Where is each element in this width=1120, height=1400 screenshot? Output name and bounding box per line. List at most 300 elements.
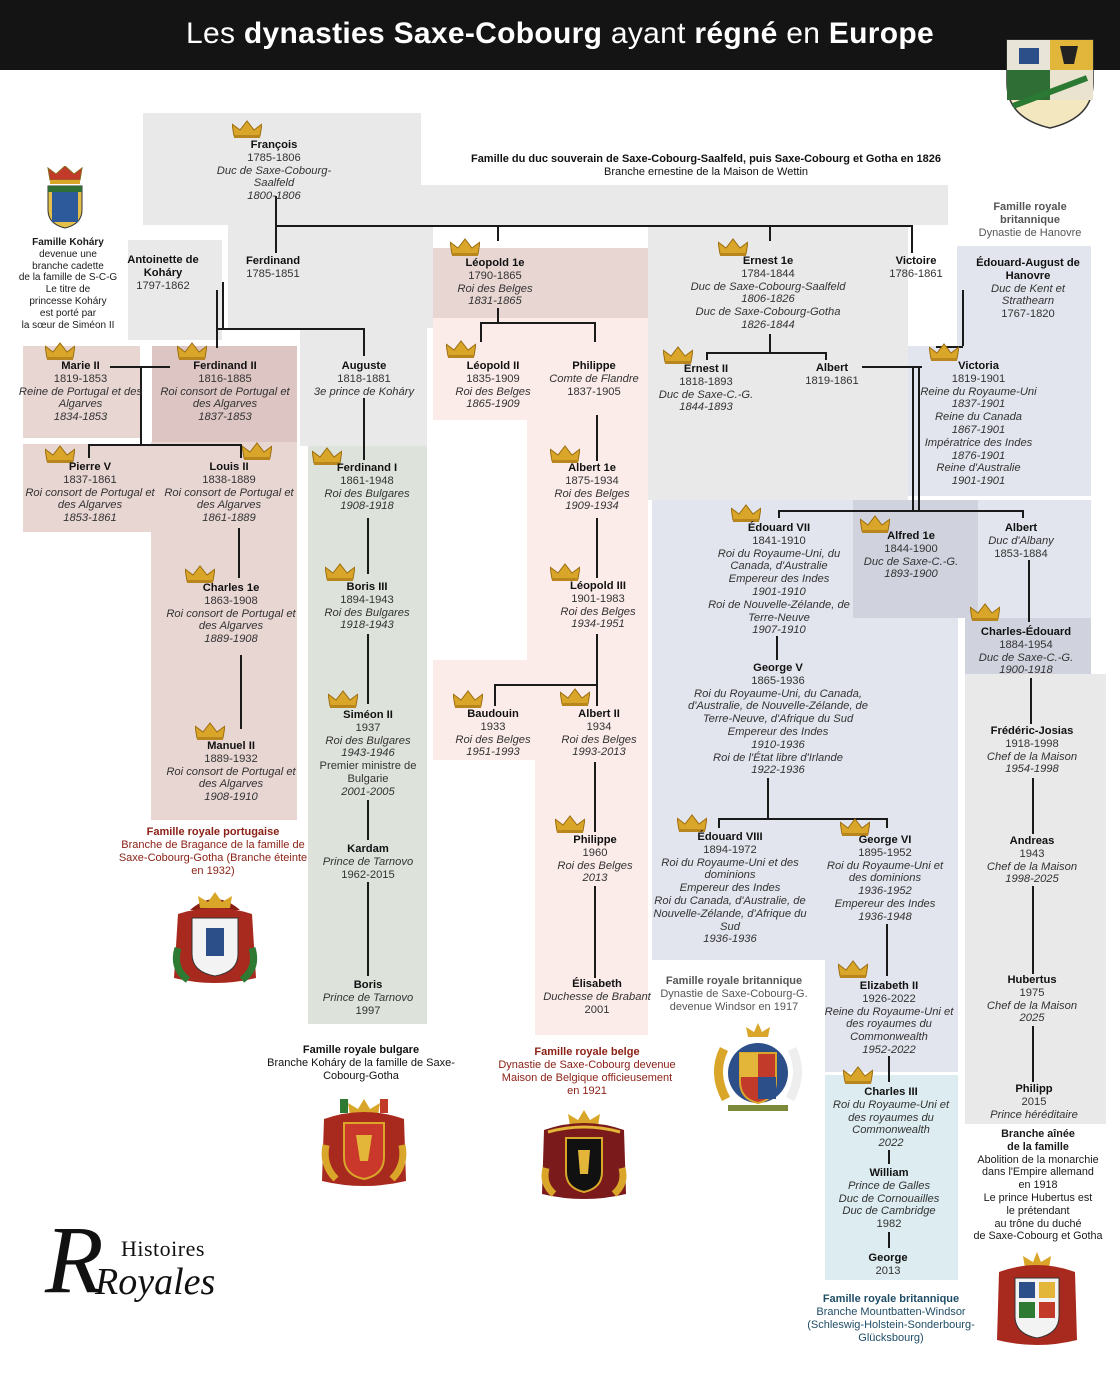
- person-philipp[interactable]: [974, 1083, 1094, 1121]
- tree-line: [240, 655, 242, 729]
- person-reign: 1922-1936: [751, 764, 805, 777]
- title-bar: [0, 0, 1120, 70]
- person-title: Roi des Belges: [561, 733, 637, 746]
- crown-icon: [560, 688, 590, 706]
- tree-line: [769, 334, 771, 352]
- person-reign: 1936-1952: [858, 885, 912, 898]
- person-dates: 1894-1943: [340, 593, 394, 606]
- crown-icon: [242, 442, 272, 460]
- person-kardam[interactable]: [312, 843, 424, 881]
- person-name: Auguste: [341, 360, 387, 372]
- tree-line: [594, 762, 596, 832]
- person-edouard8[interactable]: [650, 831, 810, 946]
- person-reign: 1918-1943: [340, 619, 394, 632]
- person-name: Andreas: [1009, 835, 1055, 847]
- family-header: [432, 153, 980, 179]
- person-reign: 1910-1936: [751, 738, 805, 751]
- person-victoire[interactable]: [866, 255, 966, 281]
- tree-line: [888, 1056, 890, 1082]
- person-title: Reine du Royaume-Uni: [920, 385, 1037, 398]
- person-dates: 1943: [1019, 847, 1045, 860]
- person-title: Roi consort de Portugal et des Algarves: [25, 486, 155, 512]
- tree-line: [886, 818, 888, 828]
- crown-icon: [450, 238, 480, 256]
- person-name: Antoinette de Koháry: [127, 254, 199, 279]
- person-title: Duc de Saxe-Cobourg-Saalfeld: [216, 164, 332, 190]
- crown-icon: [555, 815, 585, 833]
- person-title: Roi du Royaume-Uni, du Canada, d'Australie, de Nouvelle-Zélande, de Terre-Neuve, d'Afrique du Sud: [688, 687, 868, 726]
- person-title: Duc de Saxe-C.-G.: [863, 555, 959, 568]
- person-dates: 1933: [480, 720, 506, 733]
- person-title: Roi du Royaume-Uni et des royaumes du Commonwealth: [832, 1098, 950, 1137]
- person-dates: 1853-1884: [994, 547, 1048, 560]
- saxe-cobourg-gotha-coat-of-arms-icon: [995, 1250, 1079, 1350]
- person-andreas[interactable]: [972, 835, 1092, 886]
- person-name: Manuel II: [207, 740, 255, 752]
- title-part: ayant: [602, 17, 695, 50]
- person-name: Albert: [1004, 522, 1038, 534]
- person-title: Roi consort de Portugal et des Algarves: [166, 765, 296, 791]
- person-title: Roi consort de Portugal et des Algarves: [166, 607, 296, 633]
- tree-line: [911, 225, 913, 253]
- person-dates: 1884-1954: [999, 638, 1053, 651]
- person-reign: 1893-1900: [884, 568, 938, 581]
- person-edouard7[interactable]: [700, 522, 858, 637]
- person-reign: 1844-1893: [679, 401, 733, 414]
- title-part: dynasties Saxe-Cobourg: [243, 17, 603, 50]
- caption-sub: Branche de Bragance de la famille de Saxe-Cobourg-Gotha (Branche éteinte en 1932): [118, 839, 308, 877]
- person-name: George VI: [858, 834, 912, 846]
- person-reign: 1952-2022: [862, 1043, 916, 1056]
- person-dates: 1784-1844: [741, 267, 795, 280]
- person-boris3[interactable]: [309, 581, 425, 632]
- person-ferdinand1-bulgarie[interactable]: [307, 462, 427, 513]
- person-louis1[interactable]: [159, 461, 299, 525]
- person-title: Duc de Saxe-Cobourg-Saalfeld: [690, 280, 846, 293]
- person-reign: 1943-1946: [341, 747, 395, 760]
- person-reign: 2001-2005: [341, 785, 395, 798]
- tree-line: [594, 886, 596, 978]
- person-title: Duc de Saxe-C.-G.: [658, 388, 754, 401]
- person-name: Louis II: [209, 461, 249, 473]
- person-boris-tarnovo[interactable]: [312, 979, 424, 1017]
- tree-line: [275, 225, 912, 227]
- tree-line: [88, 444, 90, 458]
- person-reign: 1901-1910: [752, 585, 806, 598]
- person-george5[interactable]: [680, 662, 876, 777]
- person-title: Roi consort de Portugal et des Algarves: [164, 486, 294, 512]
- person-dates: 1863-1908: [204, 594, 258, 607]
- person-title: Roi des Bulgares: [324, 487, 410, 500]
- person-dates: 1937: [355, 721, 381, 734]
- person-title: Chef de la Maison: [986, 750, 1078, 763]
- person-frederic-josias[interactable]: [972, 725, 1092, 776]
- person-name: Ferdinand I: [336, 462, 398, 474]
- person-title: Duc d'Albany: [988, 534, 1054, 547]
- person-title: Roi de Nouvelle-Zélande, de Terre-Neuve: [708, 598, 850, 624]
- kohary-crest-icon: [42, 166, 88, 230]
- person-baudouin[interactable]: [440, 708, 546, 759]
- person-ferdinand[interactable]: [198, 255, 348, 281]
- kohary-note-line: Le titre de: [45, 284, 91, 296]
- person-title: Roi du Canada, d'Australie, de Nouvelle-Zélande, d'Afrique du Sud: [653, 894, 807, 933]
- person-name: Ferdinand II: [193, 360, 257, 372]
- person-title: Empereur des Indes: [728, 573, 830, 586]
- person-dates: 1816-1885: [198, 372, 252, 385]
- crown-icon: [45, 342, 75, 360]
- person-dates: 1960: [582, 846, 608, 859]
- crown-icon: [718, 238, 748, 256]
- caption-title: Famille royale belge: [534, 1046, 640, 1058]
- person-reign: 1831-1865: [468, 295, 522, 308]
- tree-line: [1032, 778, 1034, 834]
- person-auguste[interactable]: [304, 360, 424, 398]
- tree-line: [367, 882, 369, 976]
- person-reign: 1936-1936: [703, 933, 757, 946]
- person-reign: 1876-1901: [951, 449, 1006, 462]
- tree-line: [596, 415, 598, 461]
- tree-line: [594, 322, 596, 342]
- saxe-cobourg-zone: [421, 185, 948, 225]
- person-dates: 1818-1893: [679, 375, 733, 388]
- family-header-line2: Branche ernestine de la Maison de Wettin: [603, 166, 809, 178]
- person-reign: 1867-1901: [951, 423, 1006, 436]
- person-title: Chef de la Maison: [986, 860, 1078, 873]
- person-ernest2[interactable]: [646, 363, 766, 414]
- person-albert-albany[interactable]: [971, 522, 1071, 560]
- ainee-line: de la famille: [1007, 1140, 1069, 1153]
- person-name: Marie II: [61, 360, 100, 372]
- person-george6[interactable]: [820, 834, 950, 924]
- person-hubertus[interactable]: [972, 974, 1092, 1025]
- kohary-note-line: la sœur de Siméon II: [21, 319, 115, 331]
- tree-line: [596, 518, 598, 578]
- person-title: Duc de Cornouailles: [838, 1192, 940, 1205]
- person-dates: 1818-1881: [337, 372, 391, 385]
- tree-line: [888, 1150, 890, 1164]
- person-dates: 1790-1865: [468, 269, 522, 282]
- person-name: Léopold III: [570, 580, 626, 592]
- person-reign: 1998-2025: [1005, 873, 1059, 886]
- person-dates: 1982: [876, 1218, 902, 1231]
- person-title: Chef de la Maison: [986, 999, 1078, 1012]
- person-name: Édouard VIII: [697, 831, 763, 843]
- person-dates: 1819-1901: [951, 372, 1006, 385]
- person-title: Premier ministre de Bulgarie: [319, 760, 417, 785]
- person-title: Duc de Saxe-C.-G.: [978, 651, 1074, 664]
- person-title: Duc de Saxe-Cobourg-Gotha: [695, 306, 841, 319]
- kohary-note-line: branche cadette: [32, 260, 104, 272]
- person-dates: 1767-1820: [1001, 308, 1055, 321]
- crown-icon: [731, 504, 761, 522]
- ainee-line: de Saxe-Cobourg et Gotha: [973, 1230, 1103, 1243]
- person-title: Roi des Belges: [554, 487, 630, 500]
- person-name: George V: [753, 662, 803, 674]
- tree-line: [886, 924, 888, 976]
- crown-icon: [232, 120, 262, 138]
- tree-line: [363, 328, 365, 356]
- person-ferdinand2[interactable]: [155, 360, 295, 424]
- person-name: Philippe: [572, 360, 616, 372]
- caption-mountbatten: [796, 1293, 986, 1345]
- person-dates: 1895-1952: [858, 846, 912, 859]
- logo-line1: Histoires: [121, 1236, 205, 1261]
- person-dates: 1838-1889: [202, 473, 256, 486]
- person-dates: 1918-1998: [1005, 737, 1059, 750]
- person-reign: 1826-1844: [741, 318, 795, 331]
- crown-icon: [970, 603, 1000, 621]
- person-name: Charles III: [864, 1086, 918, 1098]
- person-title: Reine d'Australie: [936, 462, 1021, 475]
- saxe-cobourg-shield-icon: [1005, 38, 1095, 130]
- person-title: Empereur des Indes: [679, 882, 781, 895]
- ainee-line: en 1918: [1018, 1179, 1058, 1192]
- tree-line: [596, 684, 598, 706]
- crown-icon: [550, 445, 580, 463]
- person-pierre5[interactable]: [20, 461, 160, 525]
- person-reign: 2022: [878, 1137, 904, 1150]
- person-name: Édouard-August de Hanovre: [976, 257, 1080, 282]
- crown-icon: [328, 690, 358, 708]
- crown-icon: [325, 563, 355, 581]
- caption-sub: Dynastie de Saxe-Cobourg-G. devenue Windsor en 1917: [660, 988, 808, 1013]
- person-title: Roi du Royaume-Uni, du Canada, d'Australie: [717, 547, 841, 573]
- person-dates: 1901-1983: [571, 592, 625, 605]
- person-simeon2[interactable]: [312, 709, 424, 799]
- tree-line: [367, 518, 369, 574]
- person-title: Duc de Cambridge: [842, 1205, 936, 1218]
- belgique-coat-of-arms-icon: [538, 1108, 630, 1204]
- person-name: Albert 1e: [568, 462, 616, 474]
- person-leopold3[interactable]: [543, 580, 653, 631]
- person-edouard-august[interactable]: [968, 257, 1088, 321]
- person-dates: 2015: [1021, 1095, 1047, 1108]
- person-title: Duchesse de Brabant: [543, 990, 651, 1003]
- caption-title: Famille royale portugaise: [146, 826, 280, 838]
- kohary-note-line: de la famille de S-C-G: [18, 272, 118, 284]
- tree-line: [497, 225, 499, 241]
- logo-line2: Royales: [95, 1261, 216, 1303]
- crown-icon: [929, 343, 959, 361]
- person-reign: 1865-1909: [466, 398, 520, 411]
- tree-line: [497, 308, 499, 322]
- person-name: Albert II: [578, 708, 620, 720]
- portugal-coat-of-arms-icon: [170, 888, 260, 988]
- tree-line: [776, 636, 778, 660]
- person-title: Roi des Belges: [557, 859, 633, 872]
- person-dates: 1785-1851: [246, 267, 300, 280]
- person-dates: 1894-1972: [703, 843, 757, 856]
- person-title: Roi du Royaume-Uni et des dominions: [826, 859, 944, 885]
- caption-branche-ainee: [958, 1128, 1118, 1243]
- person-reign: 1901-1901: [951, 475, 1006, 488]
- person-dates: 1835-1909: [466, 372, 520, 385]
- person-name: Pierre V: [68, 461, 112, 473]
- person-name: Philipp: [1015, 1083, 1053, 1095]
- person-elizabeth2[interactable]: [822, 980, 956, 1057]
- person-name: Kardam: [347, 843, 389, 855]
- person-name: Édouard VII: [747, 522, 811, 534]
- crown-icon: [195, 722, 225, 740]
- person-albert2[interactable]: [546, 708, 652, 759]
- bulgarie-coat-of-arms-icon: [318, 1095, 410, 1191]
- person-name: Léopold 1e: [465, 257, 525, 269]
- person-title: Roi des Belges: [455, 733, 531, 746]
- person-name: Baudouin: [467, 708, 519, 720]
- person-title: Roi des Belges: [560, 605, 636, 618]
- tree-line: [363, 398, 365, 460]
- person-name: George: [868, 1252, 908, 1264]
- tree-line: [367, 634, 369, 704]
- tree-line: [494, 684, 496, 706]
- tree-line: [718, 818, 720, 828]
- person-reign: 1889-1908: [204, 633, 258, 646]
- person-title: Roi des Belges: [455, 385, 531, 398]
- person-reign: 1993-2013: [572, 746, 626, 759]
- kohary-note-line: est porté par: [39, 307, 97, 319]
- person-name: Charles 1e: [202, 582, 260, 594]
- person-name: Boris III: [346, 581, 388, 593]
- title-part: Les: [185, 17, 244, 50]
- person-name: Ernest 1e: [742, 255, 794, 267]
- hanovre-caption: [960, 201, 1100, 240]
- person-title: Impératrice des Indes: [924, 436, 1033, 449]
- person-title: Roi des Bulgares: [324, 606, 410, 619]
- person-dates: 1934: [586, 720, 612, 733]
- person-charles-edouard[interactable]: [966, 626, 1086, 677]
- person-reign: 1837-1901: [951, 398, 1006, 411]
- person-dates: 1962-2015: [341, 868, 395, 881]
- person-reign: 1909-1934: [565, 500, 619, 513]
- person-dates: 1837-1905: [567, 385, 621, 398]
- tree-line: [238, 528, 240, 578]
- britannique-coat-of-arms-icon: [706, 1023, 810, 1115]
- person-name: François: [250, 139, 298, 151]
- tree-line: [275, 225, 277, 253]
- kohary-note-line: devenue une: [39, 248, 97, 260]
- crown-icon: [843, 1066, 873, 1084]
- ainee-line: au trône du duché: [994, 1217, 1082, 1230]
- person-manuel2[interactable]: [160, 740, 302, 804]
- crown-icon: [446, 340, 476, 358]
- tree-line: [596, 634, 598, 684]
- person-dates: 1819-1853: [53, 372, 108, 385]
- person-victoria[interactable]: [906, 360, 1051, 488]
- crown-icon: [177, 342, 207, 360]
- person-title: Roi de l'État libre d'Irlande: [713, 751, 843, 764]
- person-dates: 2013: [875, 1264, 901, 1277]
- person-elisabeth-brabant[interactable]: [542, 978, 652, 1016]
- person-william[interactable]: [827, 1167, 951, 1231]
- person-reign: 1806-1826: [741, 293, 795, 306]
- tree-line: [1022, 510, 1024, 518]
- person-name: Albert: [815, 362, 849, 374]
- person-title: Empereur des Indes: [834, 897, 936, 910]
- person-dates: 1926-2022: [862, 992, 916, 1005]
- person-name: Elizabeth II: [859, 980, 919, 992]
- person-marie2[interactable]: [18, 360, 143, 424]
- person-name: Hubertus: [1007, 974, 1057, 986]
- person-title: Reine de Portugal et des Algarves: [18, 385, 143, 411]
- crown-icon: [838, 960, 868, 978]
- person-title: Prince de Tarnovo: [322, 991, 414, 1004]
- caption-windsor: [644, 975, 824, 1014]
- person-charles3[interactable]: [827, 1086, 955, 1150]
- kohary-note-line: Famille Koháry: [32, 237, 104, 248]
- person-reign: 1954-1998: [1005, 763, 1059, 776]
- hanovre-caption-title: Famille royale: [993, 201, 1067, 213]
- person-ernest1[interactable]: [673, 255, 863, 332]
- person-philippe-flandre[interactable]: [544, 360, 644, 398]
- ainee-line: Le prince Hubertus est: [983, 1191, 1093, 1204]
- person-name: Ernest II: [683, 363, 729, 375]
- tree-line: [778, 510, 1023, 512]
- title-part: en: [777, 17, 829, 50]
- person-reign: 1934-1951: [571, 618, 625, 631]
- person-reign: 1908-1918: [340, 500, 394, 513]
- tree-line: [480, 322, 482, 342]
- title-part: Europe: [828, 17, 935, 50]
- person-title: Roi des Bulgares: [325, 734, 411, 747]
- person-reign: 1908-1910: [204, 791, 258, 804]
- ainee-line: dans l'Empire allemand: [982, 1166, 1094, 1179]
- person-name: Élisabeth: [572, 978, 622, 990]
- family-header-line1: Famille du duc souverain de Saxe-Cobourg-Saalfeld, puis Saxe-Cobourg et Gotha en 1826: [470, 153, 942, 165]
- person-charles1[interactable]: [161, 582, 301, 646]
- tree-line: [216, 328, 364, 330]
- crown-icon: [550, 563, 580, 581]
- person-title: Duc de Kent et Strathearn: [990, 282, 1065, 308]
- caption-bulgarie: [266, 1044, 456, 1083]
- title-part: régné: [694, 17, 778, 50]
- ainee-line: Branche aînée: [1001, 1128, 1075, 1140]
- person-philippe-belge[interactable]: [540, 834, 650, 885]
- caption-title: Famille royale britannique: [665, 975, 803, 987]
- person-reign: 2013: [582, 872, 608, 885]
- person-alfred[interactable]: [856, 530, 966, 581]
- tree-line: [778, 510, 780, 518]
- person-albert-consort[interactable]: [782, 362, 882, 388]
- person-name: Frédéric-Josias: [990, 725, 1074, 737]
- person-title: Reine du Canada: [934, 411, 1023, 424]
- person-reign: 1861-1889: [202, 512, 256, 525]
- person-dates: 2001: [584, 1003, 610, 1016]
- person-reign: 1834-1853: [53, 411, 108, 424]
- person-name: Philippe: [573, 834, 617, 846]
- tree-line: [1032, 886, 1034, 974]
- person-francois[interactable]: [199, 139, 349, 203]
- person-leopold2[interactable]: [438, 360, 548, 411]
- ainee-line: Abolition de la monarchie: [977, 1153, 1099, 1166]
- person-leopold1[interactable]: [420, 257, 570, 308]
- person-george-young[interactable]: [838, 1252, 938, 1278]
- person-name: Alfred 1e: [887, 530, 935, 542]
- caption-portugal: [118, 826, 308, 878]
- caption-belgique: [496, 1046, 678, 1098]
- person-dates: 1975: [1019, 986, 1045, 999]
- tree-line: [962, 290, 964, 346]
- person-reign: 1800-1806: [247, 190, 301, 203]
- tree-line: [88, 444, 240, 446]
- person-dates: 1797-1862: [136, 279, 190, 292]
- caption-sub: Branche Mountbatten-Windsor (Schleswig-Holstein-Sonderbourg-Glücksbourg): [807, 1306, 975, 1344]
- person-albert1[interactable]: [537, 462, 647, 513]
- person-dates: 1889-1932: [204, 752, 258, 765]
- crown-icon: [677, 814, 707, 832]
- tree-line: [494, 684, 597, 686]
- person-dates: 1837-1861: [63, 473, 117, 486]
- person-dates: 1861-1948: [340, 474, 394, 487]
